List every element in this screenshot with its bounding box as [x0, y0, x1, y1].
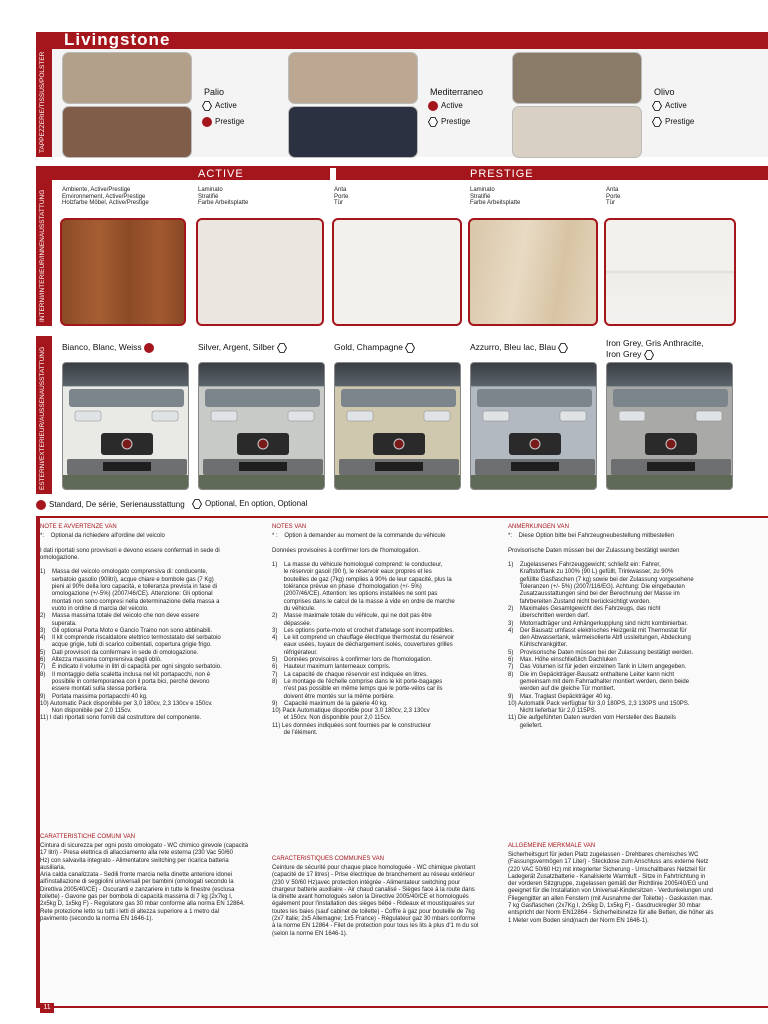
swatch-door-active — [332, 218, 462, 326]
standard-dot-icon — [144, 343, 154, 353]
exterior-color-label — [198, 342, 290, 353]
page-number: 11 — [40, 1003, 54, 1013]
legend — [36, 500, 185, 510]
exterior-van-image — [334, 362, 461, 490]
exterior-side-strip — [36, 336, 52, 494]
notes-fr-body: * : Option à demander au moment de la commande du véhicule Données provisoires à confirmer lors de l'homologation. 1) La masse du véhicule homologué comprend: le conducteur, le réservoir gasoil (90 l), le réservoir eaux propres et les bouteilles de gaz (7kg) remplies à 90% de leur capacité, plus la tolérance prévue en phase d'homologation (+/- 5%) (2007/46/CE). Attention: les options installées ne sont pas comprises dans le calcul de la masse à vide en ordre de marche du véhicule. 2) Masse maximale totale du véhicule, qui ne doit pas être dépassée. 3) Les options porte-moto et crochet d'attelage sont incompatibles. 4) Le kit comprend un chauffage électrique thermostat du réservoir eaux usées, tuyaux de déchargement isolés, couvertures grilles réfrigérateur. 5) Données provisoires à confirmer lors de l'homologation. 6) Hauteur maximum lanterneaux compris. 7) La capacité de chaque réservoir est indiquée en litres. 8) Le montage de l'échelle comprise dans le kit porte-bagages n'est pas possible en même temps que le porte-vélos car ils doivent être montés sur la même portière. 9) Capacité maximum de la galerie 40 kg. 10) Pack Automatique disponible pour 3,0 180cv, 2,3 130cv et 150cv. Non disponible pour 2,0 115cv. 11) Les données indiquées sont fournies par le constructeur de l'élément. — [272, 533, 455, 737]
exterior-color-name: Silver, Argent, Silber — [198, 342, 275, 352]
prestige-heading: PRESTIGE — [470, 168, 534, 180]
exterior-van-image — [470, 362, 597, 490]
fabric-option-active — [428, 101, 463, 111]
page-title: Livingstone — [64, 30, 171, 49]
features-it-heading: CARATTERISTICHE COMUNI VAN — [40, 834, 136, 840]
active-heading: ACTIVE — [198, 168, 244, 180]
van-front-graphic — [199, 363, 325, 490]
fabric-option-active — [202, 101, 237, 111]
fabric-swatch-bottom — [62, 106, 192, 158]
interior-caption-door-active: Anta Porte Tür — [334, 187, 349, 206]
legend-standard: Standard, De série, Serienausstattung — [49, 500, 185, 510]
fabric-option-label: Prestige — [665, 117, 695, 127]
fabric-name: Olivo — [654, 87, 675, 97]
fabric-option-active — [652, 101, 687, 111]
features-de-body: Sicherheitsgurt für jeden Platz zugelassen - Drehbares chemisches WC (Fassungsvermögen 17 Liter) - Steckdose zum Anschluss ans externe Netz (220 VAC 50/60 Hz) mit integrierter Sicherung - Umschaltbares Netzteil für Ladegerät Zusatzbatterie - Kanalisierte Warmluft - Sitze in Fahrtrichtung in der vorderen Sitzgruppe, zugelassen gemäß der Richtlinie 2005/40/EG und geeignet für die Installation von Universal-Kindersitzen - Verdunkelungen und Fliegengitter an allen Fenstern (mit Ausnahme der Toilette) - Gaskasten max. 7 kg Gasflaschen (2x7Kg I, 2x5kg D, 1x5kg F) - Gasdruckregler 30 mbar entspricht der Norm EN12864 - Sicherheitsnetze für alle Betten, die höher als 1 Meter vom Boden sind(nach der Norm EN 1646-1). — [508, 852, 714, 924]
notes-bottom-rule — [36, 1006, 768, 1008]
features-de-heading: ALLGEMEINE MERKMALE VAN — [508, 843, 596, 849]
van-front-graphic — [335, 363, 461, 490]
fabric-swatch-top — [62, 52, 192, 104]
exterior-color-name: Gold, Champagne — [334, 342, 403, 352]
notes-de-body: *: Diese Option bitte bei Fahrzeugneubestellung mitbestellen Provisorische Daten müssen bei der Zulassung bestätigt werden 1) Zugelassenes Fahrzeuggewicht; schließt ein: Fahrer, Kraftstofftank zu 100% (90 L) gefüllt, Trinkwasser, zu 90% gefüllte Gasflaschen (7 kg) sowie bei der Zulassung vorgesehene Toleranzen (+/- 5%) (2007/116/EG). Achtung: Die eingebauten Zusatzausstattungen sind bei der Berechnung der Masse im fahrbereiten Zustand nicht berücksichtigt worden. 2) Maximales Gesamtgewicht des Fahrzeugs, das nicht überschritten werden darf. 3) Motorradträger und Anhängerkupplung sind nicht kombinierbar. 4) Der Bausatz umfasst elektrisches Heizgerät mit Thermostat für den Abwassertank, wärmeisolierte Abfl ussleitungen, Abdeckung Kühlschrankgitter. 5) Provisorische Daten müssen bei der Zulassung bestätigt werden. 6) Max. Höhe einschließlich Dachluken 7) Das Volumen ist für jeden einzelnen Tank in Litern angegeben. 8) Die im Gepäckträger-Bausatz enthaltene Leiter kann nicht gemeinsam mit dem Fahrradhalter montiert werden, denn beide werden auf die gleiche Tür montiert. 9) Max. Traglast Gepäckträger 40 kg. 10) Automatik Pack verfügbar für 3,0 180PS, 2,3 130PS und 150PS. Nicht lieferbar für 2,0 115PS. 11) Die aufgeführten Daten wurden vom Hersteller des Bauteils geliefert. — [508, 533, 694, 729]
optional-hexagon-icon — [405, 343, 415, 353]
interior-caption-laminate-active: Laminato Stratifié Farbe Arbeitsplatte — [198, 187, 249, 206]
features-fr-heading: CARACTERISTIQUES COMMUNES VAN — [272, 856, 384, 862]
optional-hexagon-icon — [644, 350, 654, 360]
swatch-laminate-active — [196, 218, 324, 326]
fabric-option-label: Active — [215, 101, 237, 111]
fabric-swatch-top — [512, 52, 642, 104]
exterior-side-label: ESTERNI/EXTERIEUR/AUSSENAUSSTATTUNG — [39, 346, 46, 490]
standard-dot-icon — [202, 117, 212, 127]
fabric-option-prestige — [202, 117, 244, 127]
optional-hexagon-icon — [652, 101, 662, 111]
optional-hexagon-icon — [428, 117, 438, 127]
van-front-graphic — [471, 363, 597, 490]
active-bar — [52, 168, 330, 180]
exterior-color-label — [606, 338, 704, 360]
van-front-graphic — [607, 363, 733, 490]
optional-hexagon-icon — [558, 343, 568, 353]
legend-optional: Optional, En option, Optional — [205, 499, 308, 509]
fabric-option-prestige — [428, 117, 470, 127]
fabric-option-label: Prestige — [215, 117, 245, 127]
optional-hexagon-icon — [652, 117, 662, 127]
interior-caption-door-prestige: Anta Porte Tür — [606, 187, 621, 206]
fabric-name: Palio — [204, 87, 225, 97]
fabric-option-label: Active — [441, 101, 463, 111]
interior-side-label: INTERNI/INTERIEUR/INNENAUSSTATTUNG — [39, 189, 46, 322]
van-front-graphic — [63, 363, 189, 490]
upholstery-side-label: TAPPEZZERIE/TISSUS/POLSTER — [39, 51, 46, 153]
exterior-van-image — [62, 362, 189, 490]
notes-de-heading: ANMERKUNGEN VAN — [508, 524, 569, 530]
features-fr-body: Ceinture de sécurité pour chaque place homologuée - WC chimique pivotant (capacité de 17 litres) - Prise électrique de branchement au réseau extérieur (230 V 50/60 Hz)avec protection intégrée - Alimentateur switching pour chargeur batterie auxiliaire - Air chaud canalisé - Sièges face à la route dans la dinette avant homologués selon la Directive 2005/40/CE et homologués également pour l'installation des sièges bébé - Rideaux et moustiquaires sur toutes les baies (sauf cabinet de toilette) - Coffre à gaz pour bouteille de 7kg (2x7 Italie; 2x5 Allemagne; 1x5 France) - Régulateur gaz 30 mbars conforme à la norme EN 12864 - Filet de protection pour tous les lits à plus d'1 m du sol (selon la norme EN 1646-1). — [272, 865, 479, 937]
optional-hexagon-icon — [192, 499, 202, 509]
fabric-option-prestige — [652, 117, 694, 127]
swatch-laminate-prestige — [468, 218, 598, 326]
interior-caption-laminate-prestige: Laminato Stratifié Farbe Arbeitsplatte — [470, 187, 521, 206]
fabric-option-label: Active — [665, 101, 687, 111]
prestige-bar — [336, 168, 768, 180]
exterior-color-label — [62, 342, 157, 353]
swatch-wood — [60, 218, 186, 326]
upholstery-side-strip — [36, 49, 52, 157]
exterior-van-image — [198, 362, 325, 490]
fabric-swatch-bottom — [512, 106, 642, 158]
exterior-color-label — [470, 342, 571, 353]
swatch-door-prestige — [604, 218, 736, 326]
fabric-swatch-bottom — [288, 106, 418, 158]
features-it-body: Cintura di sicurezza per ogni posto omologato - WC chimico girevole (capacità 17 litri) - Presa elettrica di allacciamento alla rete esterna (230 Vac 50/60 Hz) con salvavita integrato - Alimentatore switching per ricarica batteria ausiliaria. Aria calda canalizzata - Sedili fronte marcia nella dinette anteriore idonei all'installazione di seggiolini universali per bambini (omologati secondo la Direttiva 2005/40/CE) - Oscuranti e zanzariere in tutte le finestre (esclusa toilette) - Gavone gas per bombola di capacità massima di 7 kg (2x7kg I, 2x5kg D, 1x5kg F) - Regolatore gas 30 mbar conforme alla norma EN 12864. Rete protezione letto su tutti i letti di altezza superiore a 1 metro dal pavimento (secondo la norma EN 1646-1). — [40, 843, 249, 922]
optional-hexagon-icon — [202, 101, 212, 111]
interior-side-strip — [36, 168, 52, 326]
standard-dot-icon — [428, 101, 438, 111]
notes-fr-heading: NOTES VAN — [272, 524, 307, 530]
standard-dot-icon — [36, 500, 46, 510]
fabric-swatch-top — [288, 52, 418, 104]
notes-it-body: *: Optional da richiedere all'ordine del veicolo I dati riportati sono provvisori e devono essere confermati in sede di omologazione. 1) Massa del veicolo omologato comprensiva di: conducente, serbatoio gasolio (90litri), acque chiare e bombole gas (7 Kg) pieni al 90% della loro capacità, e tolleranza prevista in fase di omologazione (+/-5%) (2007/46/CE). Attenzione: Gli optional montati non sono compresi nella determinazione della massa a vuoto in ordine di marcia del veicolo. 2) Massa massima totale del veicolo che non deve essere superata. 3) Gli optional Porta Moto e Gancio Traino non sono abbinabili. 4) Il kit comprende riscaldatore elettrico termostatato del serbatoio acque grigie, tubi di scarico coibentati, copertura grigie frigo. 5) Dati provvisori da confermare in sede di omologazione. 6) Altezza massima comprensiva degli oblò. 7) È indicato il volume in litri di capacità per ogni singolo serbatoio. 8) Il montaggio della scaletta inclusa nel kit portapacchi, non è possibile in contemporanea con il porta bici, perché devono essere montati sulla stessa portiera. 9) Portata massima portapacchi 40 kg. 10) Automatic Pack disponibile per 3,0 180cv, 2,3 130cv e 150cv. Non disponibile per 2,0 115cv. 11) I dati riportati sono forniti dal costruttore del componente. — [40, 533, 222, 722]
exterior-color-name: Azzurro, Bleu lac, Blau — [470, 342, 556, 352]
title-bar — [36, 32, 768, 49]
exterior-color-label — [334, 342, 418, 353]
interior-caption-wood: Ambiente, Active/Prestige Environnement, Active/Prestige Holzfarbe Möbel, Active/Prestige — [62, 187, 149, 206]
legend-optional-wrap — [192, 499, 307, 509]
exterior-color-name: Bianco, Blanc, Weiss — [62, 342, 142, 352]
exterior-color-name: Iron Grey, Gris Anthracite, Iron Grey — [606, 338, 704, 359]
exterior-van-image — [606, 362, 733, 490]
optional-hexagon-icon — [277, 343, 287, 353]
fabric-name: Mediterraneo — [430, 87, 484, 97]
notes-it-heading: NOTE E AVVERTENZE VAN — [40, 524, 117, 530]
fabric-option-label: Prestige — [441, 117, 471, 127]
